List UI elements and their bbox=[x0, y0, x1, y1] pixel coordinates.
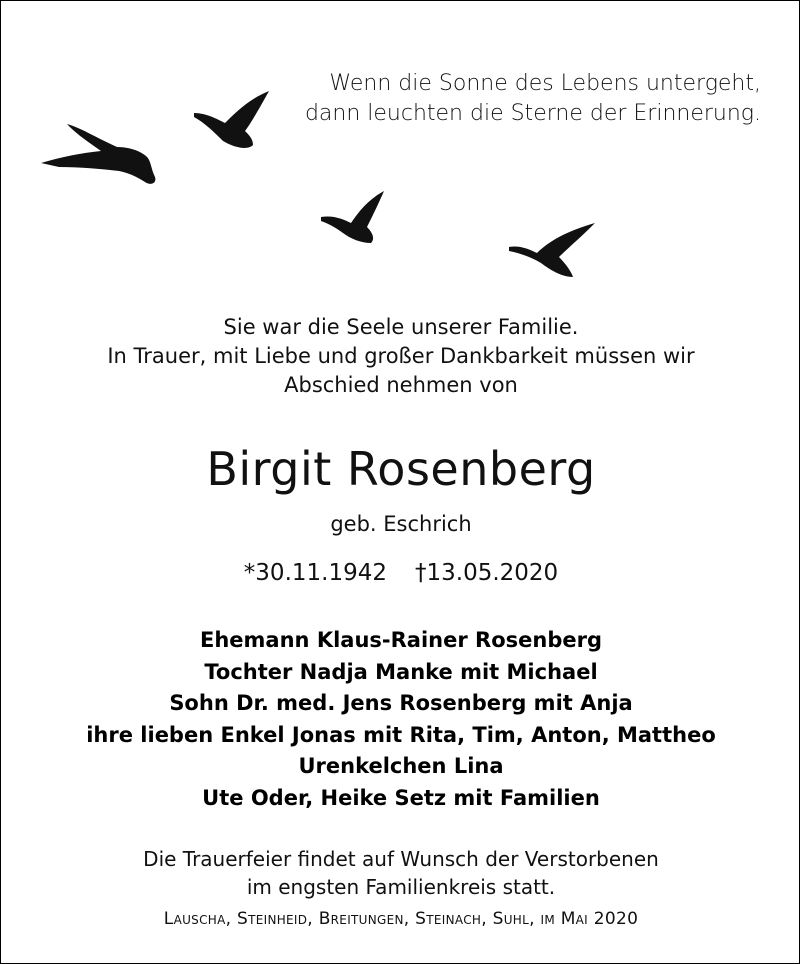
places-and-date: Lauscha, Steinheid, Breitungen, Steinach, Suhl, im Mai 2020 bbox=[163, 909, 639, 929]
quote-line: Wenn die Sonne des Lebens untergeht, bbox=[329, 71, 761, 96]
epitaph-quote bbox=[301, 69, 761, 129]
mourner-line: Ute Oder, Heike Setz mit Familien bbox=[202, 785, 600, 810]
deceased-name: Birgit Rosenberg bbox=[206, 442, 596, 496]
quote-line: dann leuchten die Sterne der Erinnerung. bbox=[304, 101, 761, 126]
life-dates bbox=[1, 557, 800, 589]
notice-line: Die Trauerfeier findet auf Wunsch der Verstorbenen bbox=[143, 847, 659, 871]
birth-name: geb. Eschrich bbox=[330, 512, 472, 536]
funeral-notice bbox=[1, 845, 800, 901]
mourners-list bbox=[1, 625, 800, 814]
intro-line: Sie war die Seele unserer Familie. bbox=[223, 315, 579, 339]
death-date: †13.05.2020 bbox=[415, 560, 559, 586]
notice-line: im engsten Familienkreis statt. bbox=[246, 875, 556, 899]
mourner-line: Ehemann Klaus-Rainer Rosenberg bbox=[200, 628, 602, 652]
mourner-line: Sohn Dr. med. Jens Rosenberg mit Anja bbox=[169, 691, 633, 715]
intro-line: Abschied nehmen von bbox=[284, 373, 518, 397]
goose-silhouette-4 bbox=[509, 223, 595, 277]
goose-silhouette-2 bbox=[194, 91, 269, 148]
flying-geese-icon bbox=[1, 1, 800, 301]
mourner-line: Urenkelchen Lina bbox=[298, 754, 504, 778]
mourner-line: ihre lieben Enkel Jonas mit Rita, Tim, Anton, Mattheo bbox=[86, 722, 716, 747]
goose-silhouette-1 bbox=[41, 124, 155, 184]
intro-text bbox=[1, 313, 800, 400]
mourner-line: Tochter Nadja Manke mit Michael bbox=[204, 659, 598, 684]
birth-date: *30.11.1942 bbox=[243, 560, 387, 586]
intro-line: In Trauer, mit Liebe und großer Dankbarkeit müssen wir bbox=[107, 344, 695, 368]
goose-silhouette-3 bbox=[321, 191, 384, 243]
